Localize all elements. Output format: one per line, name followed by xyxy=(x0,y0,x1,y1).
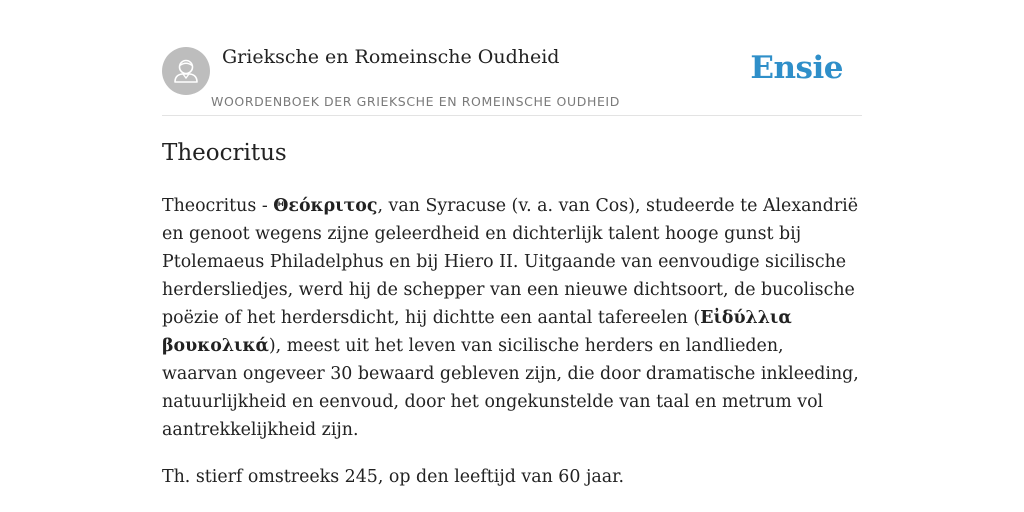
paragraph-text: Theocritus - xyxy=(162,196,274,216)
paragraph-text: ), meest uit het leven van sicilische herders en landlieden, waarvan ongeveer 30 bewaard gebleven zijn, die door dramatische inkleeding, natuurlijkheid en eenvoud, door het ongekunstelde van taal en metrum vol aantrekkelijkheid zijn. xyxy=(162,336,859,440)
entry-title: Theocritus xyxy=(162,140,287,166)
entry-paragraph-1 xyxy=(162,192,862,444)
avatar[interactable] xyxy=(162,47,210,95)
ensie-logo-link[interactable]: Ensie xyxy=(750,50,843,86)
greek-term: Θεόκριτος xyxy=(273,196,378,216)
source-header xyxy=(162,0,862,116)
page xyxy=(162,0,862,487)
source-subtitle[interactable]: WOORDENBOEK DER GRIEKSCHE EN ROMEINSCHE OUDHEID xyxy=(211,94,620,109)
greek-term: Εἰδύλλια βουκολικά xyxy=(162,308,792,356)
paragraph-text: , van Syracuse (v. a. van Cos), studeerde te Alexandrië en genoot wegens zijne geleerdheid en dichterlijk talent hooge gunst bij Ptolemaeus Philadelphus en bij Hiero II. Uitgaande van eenvoudige sicilische herdersliedjes, werd hij de schepper van een nieuwe dichtsoort, de bucolische poëzie of het herdersdicht, hij dichtte een aantal tafereelen ( xyxy=(162,196,859,328)
source-title[interactable]: Grieksche en Romeinsche Oudheid xyxy=(222,46,560,68)
entry-paragraph-2: Th. stierf omstreeks 245, op den leeftijd van 60 jaar. xyxy=(162,467,625,487)
entry-body xyxy=(162,192,862,491)
user-outline-icon xyxy=(162,47,210,95)
